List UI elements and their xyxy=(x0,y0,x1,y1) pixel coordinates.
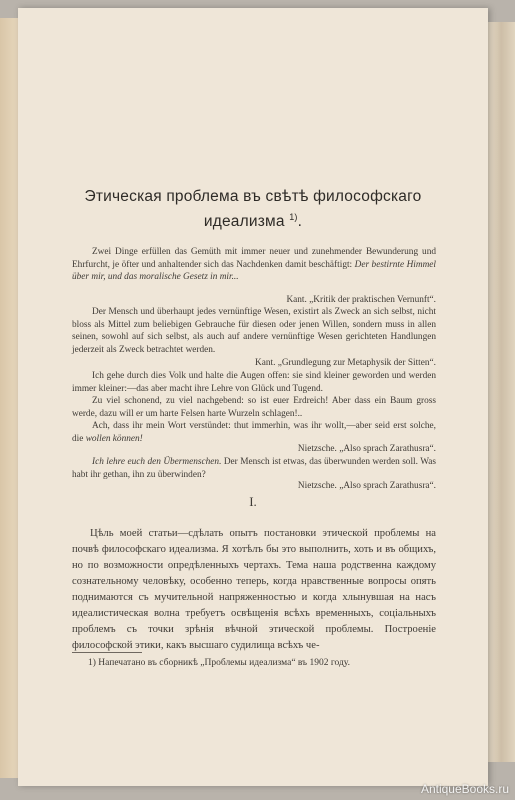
watermark: AntiqueBooks.ru xyxy=(420,782,509,796)
epigraph-4-text xyxy=(72,456,436,481)
title-line-1: Этическая проблема въ свѣтѣ философскаго xyxy=(84,188,422,205)
body-text xyxy=(72,526,436,654)
epigraph-4 xyxy=(72,456,436,481)
epigraph-2-text: Der Mensch und überhaupt jedes vernünftige Wesen, existirt als Zweck an sich selbst, nicht bloss als Mittel zum beliebigen Gebrauche für diesen oder jenen Willen, sondern muss in allen seinen, sowohl auf sich selbst, als auch auf andere vernünftige Wesen gerichteten Handlungen jederzeit als Zweck betrachtet werden. xyxy=(72,307,436,355)
epigraph-3 xyxy=(72,370,436,446)
epigraph-1-text xyxy=(72,246,436,284)
title-footnote-mark: 1) xyxy=(289,212,298,222)
epigraph-3-para-2: Zu viel schonend, zu viel nachgebend: so ist euer Erdreich! Aber dass ein Baum gross werde, dazu will er um harte Felsen harte Wurzeln schlagen!.. xyxy=(72,396,436,419)
book-page xyxy=(18,8,488,786)
body-paragraph: Цѣль моей статьи—сдѣлать опытъ постановки этической проблемы на почвѣ философскаго идеализма. Я хотѣлъ бы это выполнить, хоть и въ общихъ, но по возможности опредѣленныхъ чертахъ. Тема наша родственна каждому сознательному человѣку, особенно теперь, когда нравственные вопросы опять поднимаются съ мучительной напряженностью и когда хлынувшая на насъ идеалистическая волна требуетъ освѣщенія всѣхъ временныхъ, соціальныхъ проблемъ съ точки зрѣнія вѣчной этической проблемы. Построеніе философской этики, какъ высшаго судилища всѣхъ че- xyxy=(72,528,436,651)
footnote-rule xyxy=(72,652,142,653)
epigraph-1-attribution: Kant. „Kritik der praktischen Vernunft“. xyxy=(286,295,436,305)
article-title xyxy=(18,186,488,232)
epigraph-3-para-3-plain: Ach, dass ihr mein Wort verstündet: thut immerhin, was ihr wollt,—aber seid erst solche, die xyxy=(72,421,436,444)
epigraph-2 xyxy=(72,306,436,356)
epigraph-4-plain: Der Mensch ist etwas, das überwunden werden soll. Was habt ihr gethan, ihn zu überwinden? xyxy=(72,457,436,480)
epigraph-3-attribution: Nietzsche. „Also sprach Zarathusra“. xyxy=(297,444,436,454)
title-line-2: идеализма $^{1)}$. xyxy=(203,212,303,231)
epigraph-3-italic: wollen können! xyxy=(85,433,143,444)
epigraph-3-para-3 xyxy=(72,420,436,445)
epigraph-2-attribution: Kant. „Grundlegung zur Metaphysik der Sitten“. xyxy=(255,358,436,368)
epigraph-1-plain: Zwei Dinge erfüllen das Gemüth mit immer neuer und zunehmender Bewunderung und Ehrfurcht, je öfter und anhaltender sich das Nachdenken damit beschäftigt: xyxy=(72,247,436,270)
epigraph-4-italic: Ich lehre euch den Übermenschen. xyxy=(92,457,222,467)
epigraph-1-italic: Der bestirnte Himmel über mir, und das moralische Gesetz in mir... xyxy=(72,259,436,283)
epigraph-3-para-1: Ich gehe durch dies Volk und halte die Augen offen: sie sind kleiner geworden und werden immer kleiner:—das aber macht ihre Lehre von Glück und Tugend. xyxy=(72,371,436,394)
epigraph-4-attribution: Nietzsche. „Also sprach Zarathusra“. xyxy=(297,481,436,491)
title-line-2-text: идеализма xyxy=(203,213,285,231)
section-number: I. xyxy=(249,494,257,509)
epigraph-1 xyxy=(72,246,436,284)
footnote: 1) Напечатано въ сборникѣ „Проблемы идеализма“ въ 1902 году. xyxy=(88,658,350,668)
